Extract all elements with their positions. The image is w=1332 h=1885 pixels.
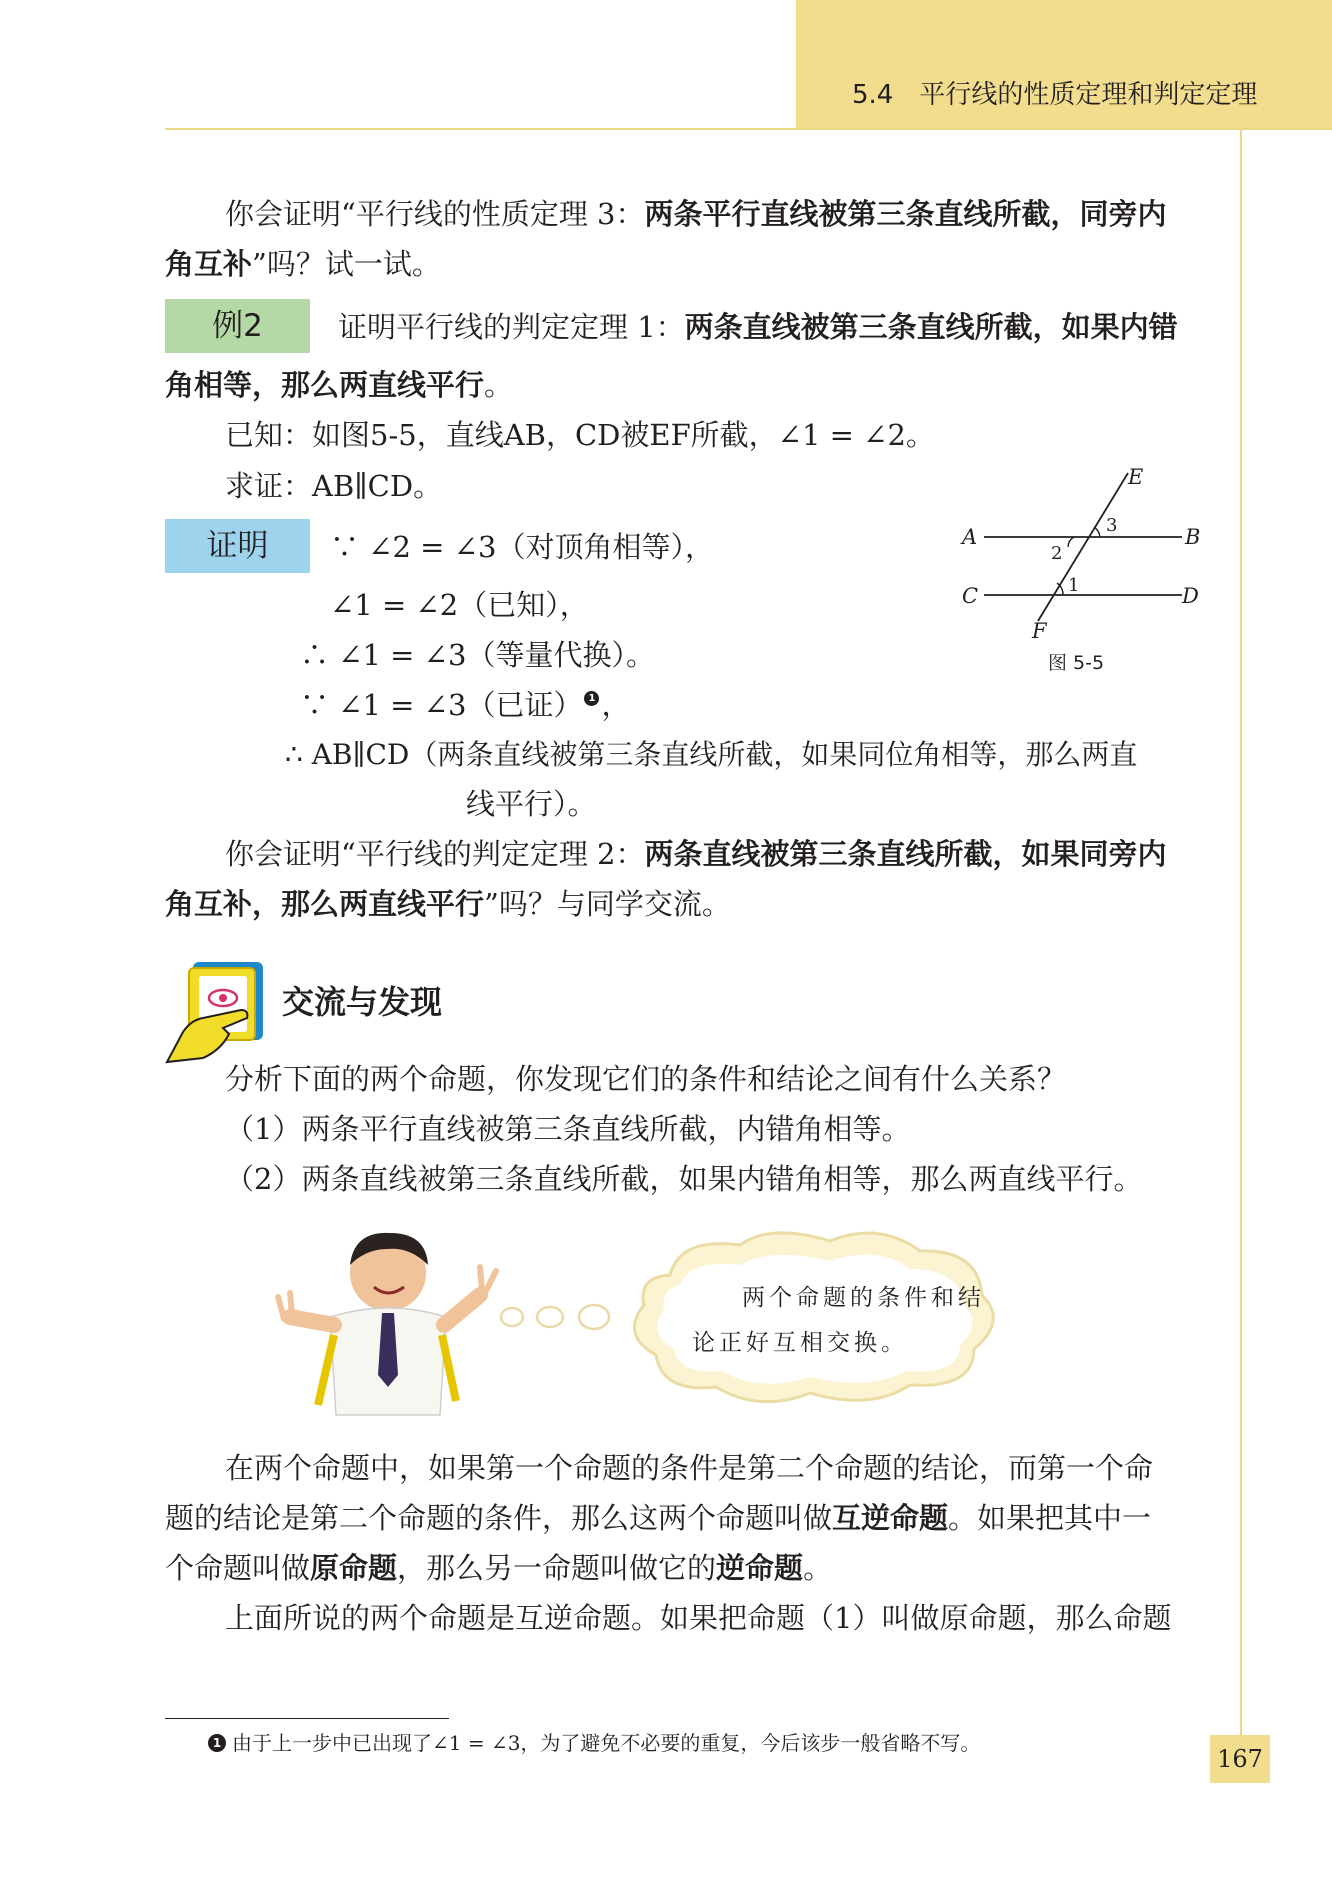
discussion-heading: 交流与发现 [282, 983, 443, 1021]
label-c: C [962, 584, 979, 608]
proof-label: 证明 [165, 519, 310, 573]
label-a: A [962, 525, 978, 549]
proof-line-6: 线平行）。 [466, 787, 597, 821]
label-angle-1: 1 [1068, 575, 1080, 596]
boy-illustration [270, 1225, 1050, 1425]
label-e: E [1128, 465, 1144, 489]
example-label: 例2 [165, 299, 310, 353]
footnote-text: 由于上一步中已出现了∠1 = ∠3，为了避免不必要的重复，今后该步一般省略不写。 [232, 1731, 981, 1755]
definition-line-4: 上面所说的两个命题是互逆命题。如果把命题（1）叫做原命题，那么命题 [225, 1601, 1172, 1635]
given-statement: 已知：如图5-5，直线AB，CD被EF所截，∠1 = ∠2。 [225, 418, 935, 452]
proof-line-4: ∵ ∠1 = ∠3（已证） 1 ， [300, 688, 631, 722]
bubble-text-line-2: 论正好互相交换。 [692, 1330, 908, 1356]
paragraph-1-line-1: 你会证明“平行线的性质定理 3：两条平行直线被第三条直线所截，同旁内 [225, 197, 1167, 231]
label-f: F [1032, 619, 1047, 643]
footnote-marker: 1 [208, 1734, 226, 1752]
example-statement-line-1: 证明平行线的判定定理 1：两条直线被第三条直线所截，如果内错 [338, 310, 1178, 344]
header-rule [165, 128, 1332, 130]
proposition-1: （1）两条平行直线被第三条直线所截，内错角相等。 [225, 1112, 911, 1146]
proposition-2: （2）两条直线被第三条直线所截，如果内错角相等，那么两直线平行。 [225, 1162, 1143, 1196]
angle-3-arc [1094, 527, 1100, 537]
page-number: 167 [1210, 1735, 1270, 1783]
label-b: B [1185, 525, 1201, 549]
proof-line-3: ∴ ∠1 = ∠3（等量代换）。 [300, 638, 655, 672]
prove-statement: 求证：AB∥CD。 [225, 469, 443, 503]
label-d: D [1182, 584, 1199, 608]
margin-rule [1240, 128, 1242, 1778]
definition-line-1: 在两个命题中，如果第一个命题的条件是第二个命题的结论，而第一个命 [225, 1451, 1154, 1485]
bubble-text-line-1: 两个命题的条件和结 [742, 1285, 985, 1311]
label-angle-3: 3 [1106, 515, 1118, 536]
definition-line-2: 题的结论是第二个命题的条件，那么这两个命题叫做互逆命题。如果把其中一 [165, 1501, 1152, 1535]
section-title: 5.4 平行线的性质定理和判定定理 [852, 80, 1258, 110]
proof-line-2: ∠1 = ∠2（已知）， [330, 588, 589, 622]
paragraph-1-line-2: 角互补”吗？试一试。 [165, 247, 441, 281]
discussion-pointing-hand-icon [163, 958, 273, 1070]
paragraph-2-line-2: 角互补，那么两直线平行”吗？与同学交流。 [165, 887, 731, 921]
paragraph-2-line-1: 你会证明“平行线的判定定理 2：两条直线被第三条直线所截，如果同旁内 [225, 837, 1167, 871]
example-statement-line-2: 角相等，那么两直线平行。 [165, 368, 514, 402]
figure-caption: 图 5-5 [1048, 652, 1105, 674]
proof-line-5: ∴ AB∥CD（两条直线被第三条直线所截，如果同位角相等，那么两直 [285, 738, 1138, 771]
discussion-question: 分析下面的两个命题，你发现它们的条件和结论之间有什么关系？ [225, 1062, 1067, 1096]
angle-2-arc [1068, 537, 1074, 547]
footnote-rule [165, 1718, 449, 1719]
proof-line-1: ∵ ∠2 = ∠3（对顶角相等）， [330, 530, 714, 564]
definition-line-3: 个命题叫做原命题，那么另一命题叫做它的逆命题。 [165, 1551, 833, 1585]
figure-5-5 [950, 455, 1210, 675]
label-angle-2: 2 [1051, 543, 1063, 564]
footnote-reference: 1 [584, 691, 599, 706]
